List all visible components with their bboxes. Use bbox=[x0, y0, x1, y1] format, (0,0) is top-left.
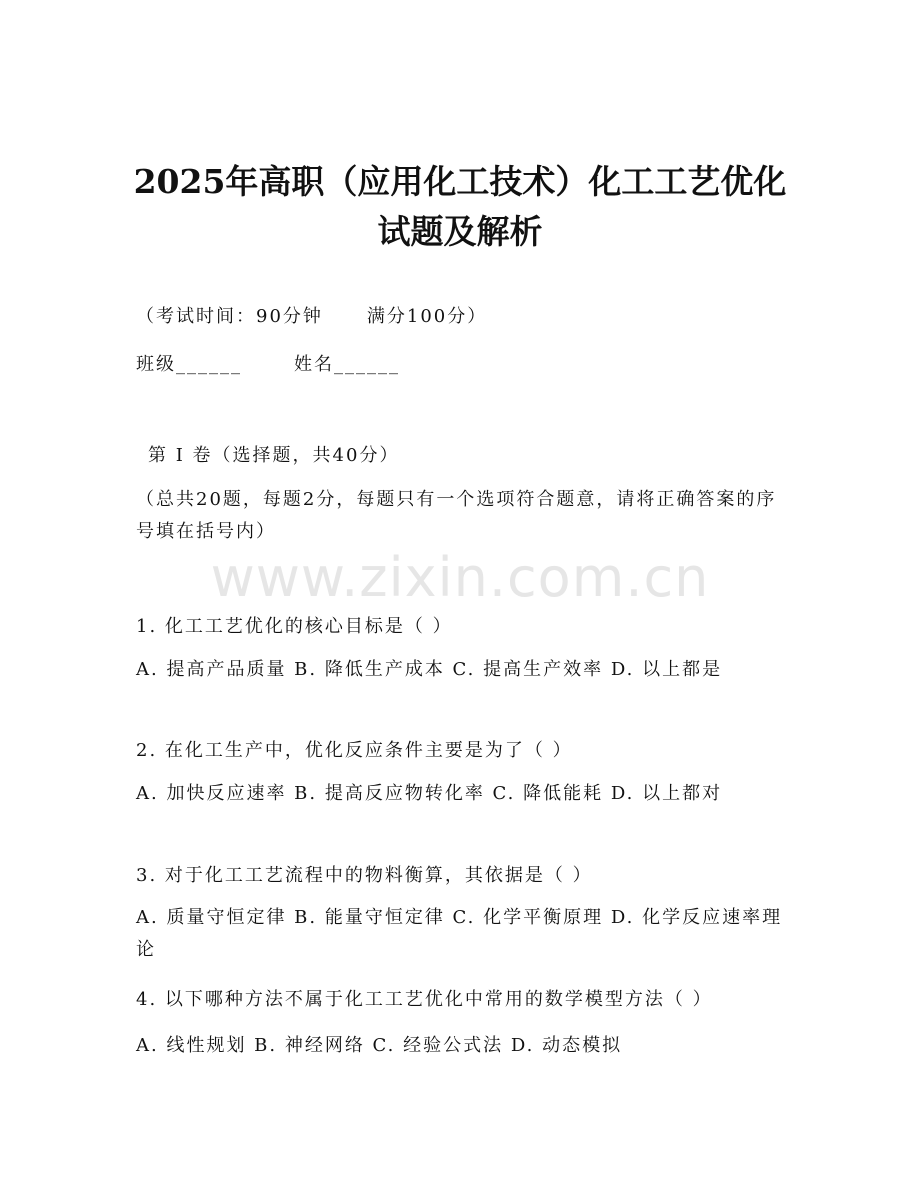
section-instructions: （总共20题，每题2分，每题只有一个选项符合题意，请将正确答案的序号填在括号内） bbox=[136, 489, 777, 542]
question-3-options: A. 质量守恒定律 B. 能量守恒定律 C. 化学平衡原理 D. 化学反应速率理论 bbox=[136, 907, 783, 960]
exam-score: 满分100分） bbox=[366, 306, 488, 327]
question-2-options: A. 加快反应速率 B. 提高反应物转化率 C. 降低能耗 D. 以上都对 bbox=[136, 783, 723, 804]
question-4-stem: 4. 以下哪种方法不属于化工工艺优化中常用的数学模型方法（ ） bbox=[136, 989, 713, 1010]
question-3-stem: 3. 对于化工工艺流程中的物料衡算，其依据是（ ） bbox=[136, 865, 593, 886]
name-field: 姓名______ bbox=[294, 354, 400, 375]
document-title-line-1: 2025年高职（应用化工技术）化工工艺优化 bbox=[133, 162, 787, 201]
document-title-line-2: 试题及解析 bbox=[377, 212, 543, 251]
exam-time: （考试时间：90分钟 bbox=[136, 306, 323, 327]
question-1-options: A. 提高产品质量 B. 降低生产成本 C. 提高生产效率 D. 以上都是 bbox=[136, 659, 723, 680]
question-2-stem: 2. 在化工生产中，优化反应条件主要是为了（ ） bbox=[136, 740, 573, 761]
student-fields bbox=[136, 350, 400, 376]
class-field: 班级______ bbox=[136, 354, 242, 375]
question-4-options: A. 线性规划 B. 神经网络 C. 经验公式法 D. 动态模拟 bbox=[136, 1035, 623, 1056]
watermark: www.zixin.com.cn bbox=[210, 546, 710, 609]
question-1-stem: 1. 化工工艺优化的核心目标是（ ） bbox=[136, 616, 453, 637]
exam-info bbox=[136, 302, 487, 328]
section-heading: 第 I 卷（选择题，共40分） bbox=[148, 445, 400, 466]
